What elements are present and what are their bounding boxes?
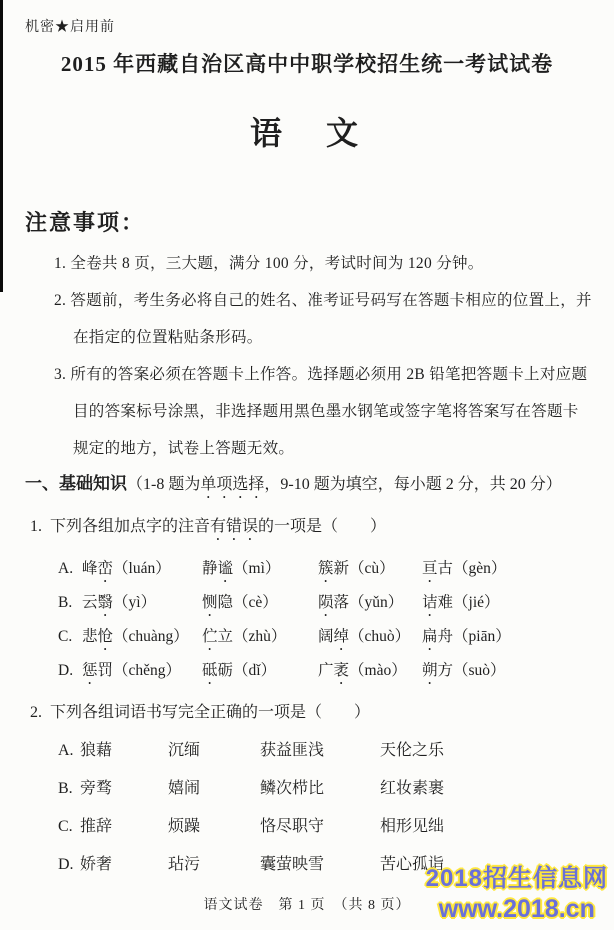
- word-pinyin-item: 诘难（jié）: [422, 594, 500, 611]
- word-item: 获益匪浅: [260, 742, 325, 759]
- word-pinyin-item: 朔方（suò）: [422, 662, 506, 679]
- subject-title: 语 文: [249, 115, 364, 151]
- word-pinyin-item: 簇新（cù）: [318, 560, 395, 577]
- word-pinyin-item: 峰峦（luán）: [82, 560, 171, 577]
- page-footer: 语文试卷 第 1 页 （共 8 页）: [203, 898, 411, 913]
- option-label: B.: [58, 780, 73, 797]
- word-item: 红妆素裹: [380, 780, 445, 797]
- option-row-1a: [58, 552, 614, 586]
- word-pinyin-item: 阔绰（chuò）: [318, 628, 411, 645]
- question-1-number: 1.: [30, 518, 42, 535]
- question-1-options: [0, 552, 614, 688]
- word-pinyin-item: 悲怆（chuàng）: [82, 628, 189, 645]
- section-paren-emphasis: 单项选择: [200, 476, 265, 493]
- option-label: A.: [58, 742, 74, 759]
- word-pinyin-item: 静谧（mì）: [202, 560, 281, 577]
- section-paren-pre: （1-8 题为: [127, 476, 201, 493]
- watermark-site-url: www.2018.cn: [438, 895, 595, 923]
- option-row-2a: [58, 732, 614, 770]
- question-1-emphasis: 有错误: [210, 518, 259, 535]
- word-item: 鳞次栉比: [260, 780, 325, 797]
- question-1-text: 下列各组加点字的注音: [50, 518, 211, 535]
- word-item: 推辞: [80, 818, 113, 835]
- option-label: B.: [58, 594, 73, 611]
- word-item: 旁骛: [80, 780, 113, 797]
- option-row-1b: [58, 586, 614, 620]
- word-pinyin-item: 陨落（yǔn）: [318, 594, 404, 611]
- word-item: 嬉闹: [168, 780, 201, 797]
- option-row-1d: [58, 654, 614, 688]
- notice-heading: 注意事项：: [25, 210, 146, 235]
- word-pinyin-item: 砥砺（dǐ）: [202, 662, 277, 679]
- word-item: 娇奢: [80, 856, 113, 873]
- classification-banner: 机密★启用前: [25, 20, 115, 35]
- word-item: 天伦之乐: [380, 742, 445, 759]
- section-paren-post: ，9-10 题为填空，每小题 2 分，共 20 分）: [264, 476, 562, 493]
- question-2-options: [0, 732, 614, 884]
- word-pinyin-item: 扁舟（piān）: [422, 628, 511, 645]
- word-pinyin-item: 广袤（mào）: [318, 662, 407, 679]
- word-pinyin-item: 亘古（gèn）: [422, 560, 507, 577]
- option-row-2c: [58, 808, 614, 846]
- word-pinyin-item: 惩罚（chěng）: [82, 662, 182, 679]
- word-item: 玷污: [168, 856, 201, 873]
- option-row-2b: [58, 770, 614, 808]
- option-label: D.: [58, 856, 74, 873]
- word-pinyin-item: 云翳（yì）: [82, 594, 157, 611]
- option-label: D.: [58, 662, 74, 679]
- notice-item-1: 1. 全卷共 8 页，三大题，满分 100 分，考试时间为 120 分钟。: [54, 255, 484, 272]
- section-title: 一、基础知识: [25, 474, 127, 493]
- question-2-number: 2.: [30, 704, 42, 721]
- question-1-text-tail: 的一项是（ ）: [258, 518, 387, 535]
- notice-item-3: 3. 所有的答案必须在答题卡上作答。选择题必须用 2B 铅笔把答题卡上对应题目的答案标号涂黑，非选择题用黑色墨水钢笔或签字笔将答案写在答题卡规定的地方，试卷上答题无效。: [54, 366, 588, 457]
- option-label: A.: [58, 560, 74, 577]
- option-label: C.: [58, 818, 73, 835]
- word-item: 烦躁: [168, 818, 201, 835]
- word-item: 狼藉: [80, 742, 113, 759]
- notice-list: [0, 245, 614, 467]
- word-item: 囊萤映雪: [260, 856, 325, 873]
- notice-item-2: 2. 答题前，考生务必将自己的姓名、准考证号码写在答题卡相应的位置上，并在指定的位置粘贴条形码。: [54, 292, 592, 346]
- question-2-text: 下列各组词语书写完全正确的一项是（ ）: [50, 704, 371, 721]
- scan-edge-artifact: [0, 0, 3, 292]
- word-item: 苦心孤诣: [380, 856, 445, 873]
- option-label: C.: [58, 628, 73, 645]
- word-item: 相形见绌: [380, 818, 445, 835]
- question-2-stem: [30, 700, 614, 726]
- exam-title: 2015 年西藏自治区高中中职学校招生统一考试试卷: [60, 52, 554, 76]
- word-item: 恪尽职守: [260, 818, 325, 835]
- watermark: [426, 865, 608, 924]
- option-row-1c: [58, 620, 614, 654]
- word-pinyin-item: 恻隐（cè）: [202, 594, 278, 611]
- word-item: 沉缅: [168, 742, 201, 759]
- watermark-site-name: 2018招生信息网: [425, 865, 608, 893]
- word-pinyin-item: 伫立（zhù）: [202, 628, 287, 645]
- section-heading: [25, 471, 614, 502]
- question-1-stem: [30, 514, 614, 544]
